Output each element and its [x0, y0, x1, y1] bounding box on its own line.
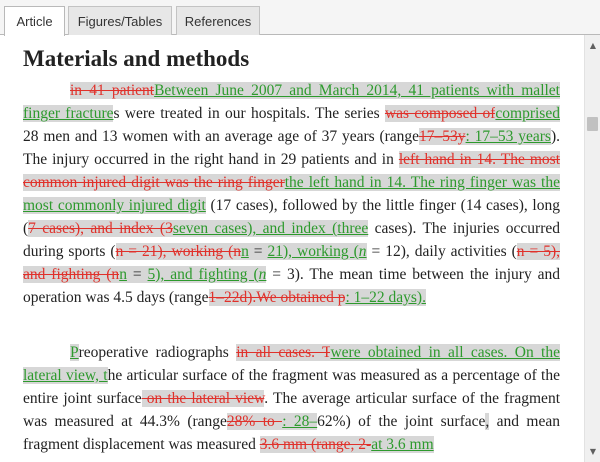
scroll-down-icon[interactable]: ▼ — [589, 446, 597, 456]
tab-references[interactable]: References — [176, 6, 260, 36]
tab-figures-tables[interactable]: Figures/Tables — [68, 6, 172, 36]
inserted-text: 5), and fighting ( — [147, 266, 259, 283]
deleted-text: left hand in 14. The most common injured digit was the ring finger — [23, 151, 561, 191]
text-run: = 12), daily activities ( — [366, 243, 517, 260]
paragraph-1 — [23, 79, 560, 309]
inserted-text: : 28– — [282, 413, 318, 430]
inserted-text: 21), working ( — [267, 243, 359, 260]
inserted-text: : 1–22 days). — [345, 289, 426, 306]
scroll-up-icon[interactable]: ▲ — [589, 40, 597, 50]
inserted-text: Between June 2007 and March 2014, 41 patients with mallet finger fracture — [23, 82, 560, 122]
text-run: (17 cases), followed by the little finger (14 cases), long ( — [23, 197, 560, 237]
highlighted-text: , — [485, 413, 490, 430]
inserted-text: comprised — [495, 105, 560, 122]
text-run: reoperative radiographs — [78, 344, 237, 361]
inserted-text: seven cases), and index (three — [172, 220, 369, 237]
deleted-text: n = 21), working (n — [115, 243, 242, 260]
inserted-text: : 17–53 years — [465, 128, 551, 145]
highlighted-text: = — [248, 243, 268, 260]
inserted-text: n — [258, 266, 267, 283]
inserted-text: P — [70, 344, 79, 361]
deleted-text: 7 cases), and index (3 — [28, 220, 173, 237]
tab-article[interactable]: Article — [4, 6, 65, 36]
deleted-text: n = 5), and fighting (n — [23, 243, 560, 283]
inserted-text: n — [119, 266, 127, 283]
inserted-text: were obtained in all cases. On the lateral view, t — [23, 344, 560, 384]
highlighted-text: = — [126, 266, 148, 283]
text-run: . The average articular surface of the fragment was measured at 44.3% (range — [23, 390, 560, 430]
deleted-text: 17–53y — [419, 128, 466, 145]
scrollbar-thumb[interactable] — [587, 117, 598, 131]
deleted-text: was composed of — [384, 105, 496, 122]
deleted-text: 28% to — [226, 413, 283, 430]
deleted-text: 3.6 mm (range, 2- — [259, 436, 372, 453]
text-run: s were treated in our hospitals. The series — [113, 105, 385, 122]
text-run: cases). The injuries occurred during sports ( — [23, 220, 560, 260]
text-run: 28 men and 13 women with an average age of 37 years (range — [23, 128, 420, 145]
text-run: = 3). The mean time between the injury and operation was 4.5 days (range — [23, 266, 560, 306]
inserted-text: the left hand in 14. The ring finger was the most commonly injured digit — [23, 174, 560, 214]
deleted-text: in 41 patient — [70, 82, 155, 99]
inserted-text: n — [358, 243, 367, 260]
text-run: 62%) of the joint surface — [317, 413, 486, 430]
section-heading: Materials and methods — [23, 46, 250, 71]
paragraph-2 — [23, 341, 560, 456]
deleted-text: 1–22d).We obtained p — [208, 289, 346, 306]
article-content — [0, 35, 584, 462]
inserted-text: at 3.6 mm — [371, 436, 434, 453]
text-run: ). The injury occurred in the right hand in 29 patients and in — [23, 128, 560, 168]
text-run: and mean fragment displacement was measured — [23, 413, 561, 453]
vertical-scrollbar[interactable] — [584, 35, 600, 462]
text-run: he articular surface of the fragment was measured as a percentage of the entire joint surface — [23, 367, 560, 407]
deleted-text: in all cases. T — [236, 344, 331, 361]
deleted-text: on the lateral view — [141, 390, 265, 407]
inserted-text: n — [241, 243, 249, 260]
tab-bar — [0, 0, 600, 35]
